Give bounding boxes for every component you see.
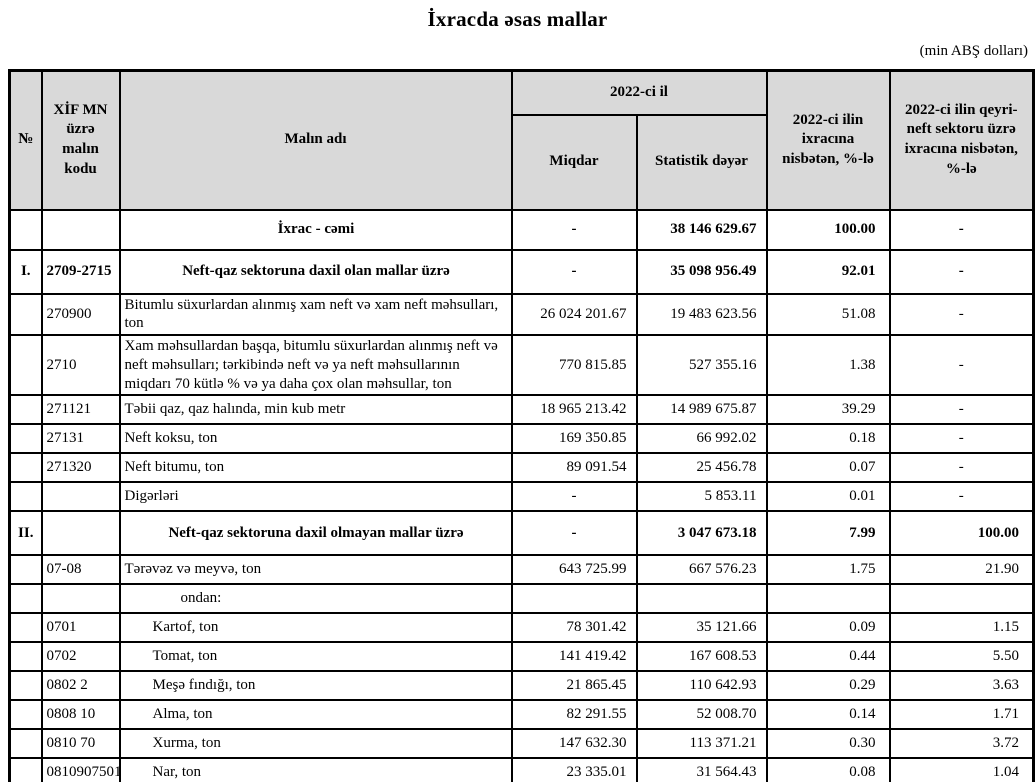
cell-pct: 1.75 (767, 555, 890, 584)
cell-qty: 770 815.85 (512, 335, 637, 395)
cell-code (42, 482, 120, 511)
cell-no (10, 729, 42, 758)
table-row (10, 671, 1034, 700)
cell-qty: 147 632.30 (512, 729, 637, 758)
cell-pct_nonoil: - (890, 424, 1034, 453)
cell-pct_nonoil: 21.90 (890, 555, 1034, 584)
cell-no (10, 613, 42, 642)
cell-pct: 0.29 (767, 671, 890, 700)
cell-qty: 23 335.01 (512, 758, 637, 782)
cell-pct_nonoil (890, 584, 1034, 613)
cell-no (10, 642, 42, 671)
cell-code: 271121 (42, 395, 120, 424)
cell-pct: 0.07 (767, 453, 890, 482)
header-stat-value: Statistik dəyər (637, 115, 767, 210)
page-title: İxracda əsas mallar (427, 7, 608, 31)
header-pct-nonoil: 2022-ci ilin qeyri-neft sektoru üzrə ixracına nisbətən, %-lə (890, 71, 1034, 210)
cell-no (10, 482, 42, 511)
table-row (10, 482, 1034, 511)
cell-code: 0810907501 (42, 758, 120, 782)
cell-value: 527 355.16 (637, 335, 767, 395)
cell-no (10, 424, 42, 453)
cell-code (42, 210, 120, 250)
cell-pct: 92.01 (767, 250, 890, 294)
cell-no (10, 758, 42, 782)
cell-code (42, 584, 120, 613)
cell-code: 0808 10 (42, 700, 120, 729)
table-row (10, 294, 1034, 336)
cell-value: 35 121.66 (637, 613, 767, 642)
cell-qty: 141 419.42 (512, 642, 637, 671)
cell-name: Təbii qaz, qaz halında, min kub metr (120, 395, 512, 424)
cell-pct: 0.30 (767, 729, 890, 758)
cell-pct: 39.29 (767, 395, 890, 424)
cell-code: 27131 (42, 424, 120, 453)
cell-qty (512, 584, 637, 613)
cell-no (10, 335, 42, 395)
cell-value: 25 456.78 (637, 453, 767, 482)
cell-pct_nonoil: 3.72 (890, 729, 1034, 758)
cell-pct: 1.38 (767, 335, 890, 395)
cell-code (42, 511, 120, 555)
cell-code: 0802 2 (42, 671, 120, 700)
cell-no (10, 555, 42, 584)
table-row (10, 210, 1034, 250)
cell-value: 167 608.53 (637, 642, 767, 671)
cell-value: 66 992.02 (637, 424, 767, 453)
cell-pct_nonoil: - (890, 482, 1034, 511)
table-row (10, 424, 1034, 453)
header-no: № (10, 71, 42, 210)
cell-qty: 26 024 201.67 (512, 294, 637, 336)
cell-pct: 0.44 (767, 642, 890, 671)
cell-name: Neft-qaz sektoruna daxil olan mallar üzrə (120, 250, 512, 294)
cell-name: Xurma, ton (120, 729, 512, 758)
cell-name: Tərəvəz və meyvə, ton (120, 555, 512, 584)
cell-no (10, 294, 42, 336)
cell-pct_nonoil: - (890, 250, 1034, 294)
table-row (10, 335, 1034, 395)
cell-qty: 169 350.85 (512, 424, 637, 453)
table-body (10, 210, 1034, 782)
cell-code: 2710 (42, 335, 120, 395)
cell-pct (767, 584, 890, 613)
cell-no (10, 453, 42, 482)
cell-qty: 89 091.54 (512, 453, 637, 482)
header-year-group: 2022-ci il (512, 71, 767, 115)
table-row (10, 453, 1034, 482)
cell-value: 667 576.23 (637, 555, 767, 584)
cell-name: Nar, ton (120, 758, 512, 782)
cell-qty: 82 291.55 (512, 700, 637, 729)
cell-value: 19 483 623.56 (637, 294, 767, 336)
cell-code: 271320 (42, 453, 120, 482)
cell-value: 3 047 673.18 (637, 511, 767, 555)
cell-qty: - (512, 482, 637, 511)
cell-pct: 0.14 (767, 700, 890, 729)
cell-value: 38 146 629.67 (637, 210, 767, 250)
exports-table (8, 69, 1035, 782)
cell-no (10, 584, 42, 613)
cell-name: Meşə fındığı, ton (120, 671, 512, 700)
table-row (10, 613, 1034, 642)
cell-value: 113 371.21 (637, 729, 767, 758)
cell-name: Tomat, ton (120, 642, 512, 671)
cell-pct: 51.08 (767, 294, 890, 336)
cell-qty: 18 965 213.42 (512, 395, 637, 424)
cell-no: II. (10, 511, 42, 555)
cell-pct: 100.00 (767, 210, 890, 250)
cell-value: 14 989 675.87 (637, 395, 767, 424)
cell-no (10, 700, 42, 729)
cell-code: 0702 (42, 642, 120, 671)
cell-pct_nonoil: 1.04 (890, 758, 1034, 782)
table-row (10, 758, 1034, 782)
cell-pct_nonoil: 100.00 (890, 511, 1034, 555)
cell-no (10, 395, 42, 424)
cell-pct_nonoil: - (890, 335, 1034, 395)
cell-pct: 0.01 (767, 482, 890, 511)
table-row (10, 700, 1034, 729)
cell-value: 31 564.43 (637, 758, 767, 782)
cell-pct_nonoil: - (890, 210, 1034, 250)
unit-note: (min ABŞ dolları) (919, 43, 1028, 59)
table-row (10, 395, 1034, 424)
cell-qty: 21 865.45 (512, 671, 637, 700)
cell-no (10, 671, 42, 700)
cell-code: 0810 70 (42, 729, 120, 758)
header-code: XİF MN üzrə malın kodu (42, 71, 120, 210)
cell-name: ondan: (120, 584, 512, 613)
cell-value (637, 584, 767, 613)
cell-name: Kartof, ton (120, 613, 512, 642)
cell-value: 52 008.70 (637, 700, 767, 729)
cell-pct: 0.08 (767, 758, 890, 782)
cell-name: Bitumlu süxurlardan alınmış xam neft və xam neft məhsulları, ton (120, 294, 512, 336)
cell-qty: - (512, 250, 637, 294)
cell-pct_nonoil: 5.50 (890, 642, 1034, 671)
header-quantity: Miqdar (512, 115, 637, 210)
cell-code: 2709-2715 (42, 250, 120, 294)
cell-value: 5 853.11 (637, 482, 767, 511)
cell-name: Digərləri (120, 482, 512, 511)
cell-pct_nonoil: - (890, 395, 1034, 424)
table-header (10, 71, 1034, 210)
cell-name: Neft bitumu, ton (120, 453, 512, 482)
cell-pct: 7.99 (767, 511, 890, 555)
cell-pct: 0.09 (767, 613, 890, 642)
cell-pct_nonoil: 1.15 (890, 613, 1034, 642)
cell-code: 0701 (42, 613, 120, 642)
cell-pct_nonoil: - (890, 294, 1034, 336)
cell-code: 07-08 (42, 555, 120, 584)
cell-qty: 643 725.99 (512, 555, 637, 584)
table-row (10, 584, 1034, 613)
table-row (10, 729, 1034, 758)
cell-code: 270900 (42, 294, 120, 336)
cell-qty: - (512, 210, 637, 250)
cell-qty: 78 301.42 (512, 613, 637, 642)
header-name: Malın adı (120, 71, 512, 210)
cell-name: Neft koksu, ton (120, 424, 512, 453)
cell-name: İxrac - cəmi (120, 210, 512, 250)
cell-name: Xam məhsullardan başqa, bitumlu süxurlardan alınmış neft və neft məhsulları; tərkibində neft və ya neft məhsullarının miqdarı 70 kütlə % və ya daha çox olan məhsullar, ton (120, 335, 512, 395)
cell-value: 35 098 956.49 (637, 250, 767, 294)
table-row (10, 642, 1034, 671)
table-row (10, 555, 1034, 584)
cell-pct_nonoil: 3.63 (890, 671, 1034, 700)
header-pct-exports: 2022-ci ilin ixracına nisbətən, %-lə (767, 71, 890, 210)
cell-name: Neft-qaz sektoruna daxil olmayan mallar üzrə (120, 511, 512, 555)
cell-name: Alma, ton (120, 700, 512, 729)
cell-pct_nonoil: 1.71 (890, 700, 1034, 729)
cell-no (10, 210, 42, 250)
cell-qty: - (512, 511, 637, 555)
cell-pct_nonoil: - (890, 453, 1034, 482)
table-row (10, 511, 1034, 555)
cell-pct: 0.18 (767, 424, 890, 453)
table-row (10, 250, 1034, 294)
cell-value: 110 642.93 (637, 671, 767, 700)
cell-no: I. (10, 250, 42, 294)
